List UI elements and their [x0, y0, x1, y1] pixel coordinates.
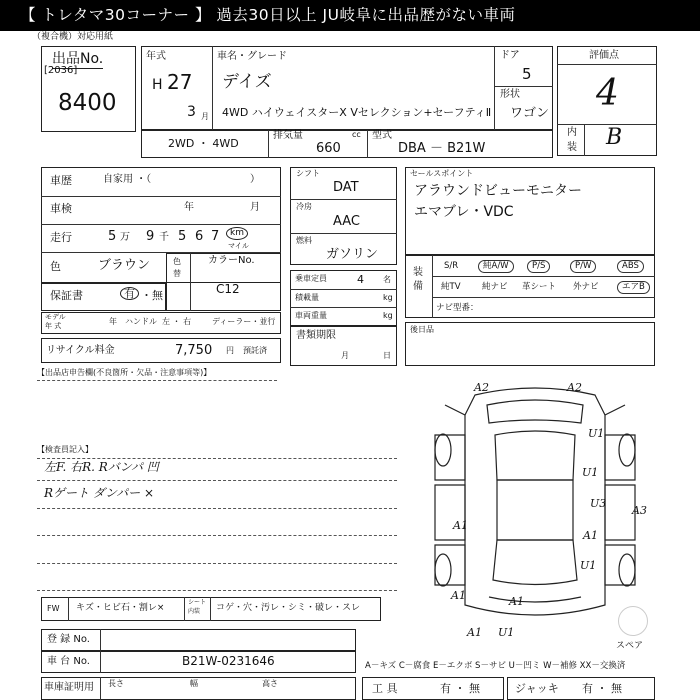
- sales-line-2: エマブレ・VDC: [414, 204, 514, 220]
- fw-label: FW: [47, 604, 60, 613]
- color-no-label: カラーNo.: [208, 255, 255, 266]
- docs-day-unit: 日: [383, 351, 391, 360]
- lot-number: 8400: [58, 90, 117, 116]
- spare-tire-icon: [618, 606, 648, 636]
- tools-label: 工 具: [372, 682, 398, 695]
- mileage-km: km: [226, 227, 248, 240]
- lot-code: [2036]: [44, 65, 78, 76]
- color-value: ブラウン: [98, 258, 151, 273]
- garage-height: 高さ: [262, 679, 278, 688]
- mileage-man-unit: 万: [120, 232, 130, 243]
- equip-power-window: P/W: [570, 260, 596, 273]
- garage-length: 長さ: [108, 679, 124, 688]
- equip-power-steering: P/S: [527, 260, 550, 273]
- docs-month-unit: 月: [341, 351, 349, 360]
- sales-label: セールスポイント: [410, 169, 474, 178]
- shift-label: シフト: [296, 169, 320, 178]
- damage-mark-1: A2: [474, 381, 489, 394]
- load-label: 積載量: [295, 293, 319, 302]
- handle-label: ハンドル: [125, 317, 157, 326]
- model-value: DBA － B21W: [398, 141, 486, 156]
- model-year-label-1: モデル: [45, 313, 66, 321]
- mileage-label: 走行: [50, 231, 72, 244]
- later-items-label: 後日品: [410, 325, 434, 334]
- interior-label-1: 内: [567, 127, 577, 138]
- warranty-no: ・無: [141, 289, 163, 302]
- drive-options: 2WD ・ 4WD: [168, 137, 239, 150]
- damage-mark-3: U1: [588, 427, 605, 440]
- load-unit: kg: [383, 293, 393, 302]
- month-value: 3: [187, 104, 196, 120]
- inspection-year-unit: 年: [184, 202, 194, 213]
- inspector-label: 【検査員記入】: [37, 445, 93, 454]
- garage-width: 幅: [190, 679, 198, 688]
- jack-label: ジャッキ: [515, 682, 559, 695]
- fw-text: キズ・ヒビ石・割レ×: [76, 603, 165, 613]
- handle-options: 左 ・ 右: [162, 317, 192, 326]
- damage-mark-7: A1: [453, 519, 468, 532]
- mileage-mile: マイル: [228, 242, 249, 250]
- model-year-label-2: 年 式: [45, 322, 62, 330]
- equip-navi: 純ナビ: [482, 282, 508, 292]
- damage-mark-12: U1: [498, 626, 515, 639]
- equip-tv: 純TV: [441, 282, 461, 292]
- year-label: 年式: [146, 51, 166, 62]
- damage-mark-2: A2: [567, 381, 582, 394]
- recycle-fee: 7,750: [175, 343, 213, 358]
- capacity-value: 4: [357, 273, 364, 286]
- recycle-unit: 円: [226, 346, 234, 355]
- capacity-label: 乗車定員: [295, 274, 327, 283]
- equip-abs: ABS: [617, 260, 644, 273]
- warranty-yes: 有: [120, 287, 139, 300]
- shape-label: 形状: [500, 89, 520, 100]
- equip-leather: 革シート: [522, 282, 557, 292]
- seat-text: コゲ・穴・汚レ・シミ・破レ・スレ: [216, 603, 361, 613]
- lot-label: 出品No.: [52, 51, 104, 67]
- weight-label: 車両重量: [295, 311, 327, 320]
- history-close: ）: [250, 174, 260, 185]
- month-unit: 月: [201, 112, 209, 121]
- recycle-note: 預託済: [243, 346, 267, 355]
- page-banner: 【 トレタマ30コーナー 】 過去30日以上 JU岐阜に出品歴がない車両: [0, 0, 700, 31]
- damage-mark-10: A1: [451, 589, 466, 602]
- navi-model-label: ナビ型番：: [436, 303, 479, 313]
- interior-label-2: 装: [567, 142, 577, 153]
- garage-cert-label: 車庫証明用: [44, 682, 94, 693]
- equipment-label-1: 装: [413, 267, 423, 278]
- displacement-label: 排気量: [273, 130, 303, 141]
- displacement-unit: cc: [352, 130, 361, 139]
- spare-label: スペア: [616, 641, 644, 651]
- damage-legend: A－キズ C－腐食 E－エクボ S－サビ U－凹ミ W－補修 XX－交換済: [365, 661, 626, 671]
- mileage-man: 5: [108, 229, 117, 244]
- score-value: 4: [596, 73, 619, 114]
- history-value: 自家用 ・（: [103, 174, 152, 185]
- jack-value: 有 ・ 無: [582, 682, 622, 695]
- car-body-diagram: [405, 375, 665, 645]
- damage-mark-9: U1: [580, 559, 597, 572]
- tools-value: 有 ・ 無: [440, 682, 480, 695]
- history-label: 車歴: [50, 174, 72, 187]
- inspection-label: 車検: [50, 202, 72, 215]
- mileage-digit-4: 7: [211, 229, 220, 244]
- damage-mark-4: U1: [582, 466, 599, 479]
- weight-unit: kg: [383, 311, 393, 320]
- doors-value: 5: [522, 65, 532, 83]
- damage-mark-13: A1: [467, 626, 482, 639]
- equipment-label-2: 備: [413, 281, 423, 292]
- name-label: 車名・グレード: [217, 51, 287, 62]
- dealer-label: ディーラー・並行: [212, 317, 276, 326]
- model-label: 型式: [372, 130, 392, 141]
- color-no-value: C12: [216, 282, 240, 296]
- ac-value: AAC: [333, 214, 360, 229]
- fuel-value: ガソリン: [326, 247, 379, 262]
- color-change-label-2: 替: [173, 269, 181, 278]
- chassis-value: B21W-0231646: [182, 654, 275, 668]
- mileage-digit-1: 9: [146, 229, 155, 244]
- color-change-label-1: 色: [173, 257, 181, 266]
- equip-alloy-wheel: 純A/W: [478, 260, 514, 273]
- year-era: H: [152, 77, 163, 93]
- color-label: 色: [50, 260, 61, 273]
- damage-mark-5: U3: [590, 497, 607, 510]
- ac-label: 冷房: [296, 202, 312, 211]
- interior-value: B: [606, 125, 623, 150]
- damage-mark-11: A1: [509, 595, 524, 608]
- warranty-label: 保証書: [50, 289, 83, 302]
- inspector-note-1: 左F. 右R. Rバンパ 凹: [44, 460, 159, 474]
- fuel-label: 燃料: [296, 236, 312, 245]
- door-label: ドア: [500, 50, 520, 61]
- inspector-note-2: Rゲート ダンパー ×: [44, 486, 154, 500]
- exhibitor-label: 【出品店申告欄(不良箇所・欠品・注意事項等)】: [37, 368, 212, 377]
- car-name: デイズ: [222, 72, 272, 92]
- year-value: 27: [167, 70, 193, 94]
- model-year-unit: 年: [109, 317, 117, 326]
- registration-label: 登 録 No.: [47, 634, 90, 645]
- shift-value: DAT: [333, 180, 359, 195]
- mileage-thousand-unit: 千: [159, 232, 169, 243]
- inspection-month-unit: 月: [250, 202, 260, 213]
- equip-airbag: エアB: [617, 281, 650, 294]
- shape-value: ワゴン: [510, 106, 550, 121]
- damage-mark-6: A3: [632, 504, 647, 517]
- displacement-value: 660: [316, 141, 341, 156]
- equip-sunroof: S/R: [444, 261, 459, 271]
- capacity-unit: 名: [383, 275, 391, 284]
- mileage-digit-3: 6: [195, 229, 204, 244]
- recycle-label: リサイクル料金: [46, 345, 115, 356]
- chassis-label: 車 台 No.: [47, 656, 90, 667]
- seat-label-1: シート: [188, 599, 207, 606]
- equip-ext-navi: 外ナビ: [573, 282, 599, 292]
- seat-label-2: 内装: [188, 608, 201, 615]
- sales-line-1: アラウンドビューモニター: [414, 183, 582, 199]
- docs-label: 書類期限: [296, 330, 336, 341]
- mileage-digit-2: 5: [178, 229, 187, 244]
- grade: 4WD ハイウェイスターX Vセレクション+セーフティⅡ: [222, 106, 492, 119]
- top-note: （複合機）対応用紙: [32, 32, 114, 42]
- score-label: 評価点: [589, 50, 619, 61]
- later-items-box: [405, 322, 655, 366]
- damage-mark-8: A1: [583, 529, 598, 542]
